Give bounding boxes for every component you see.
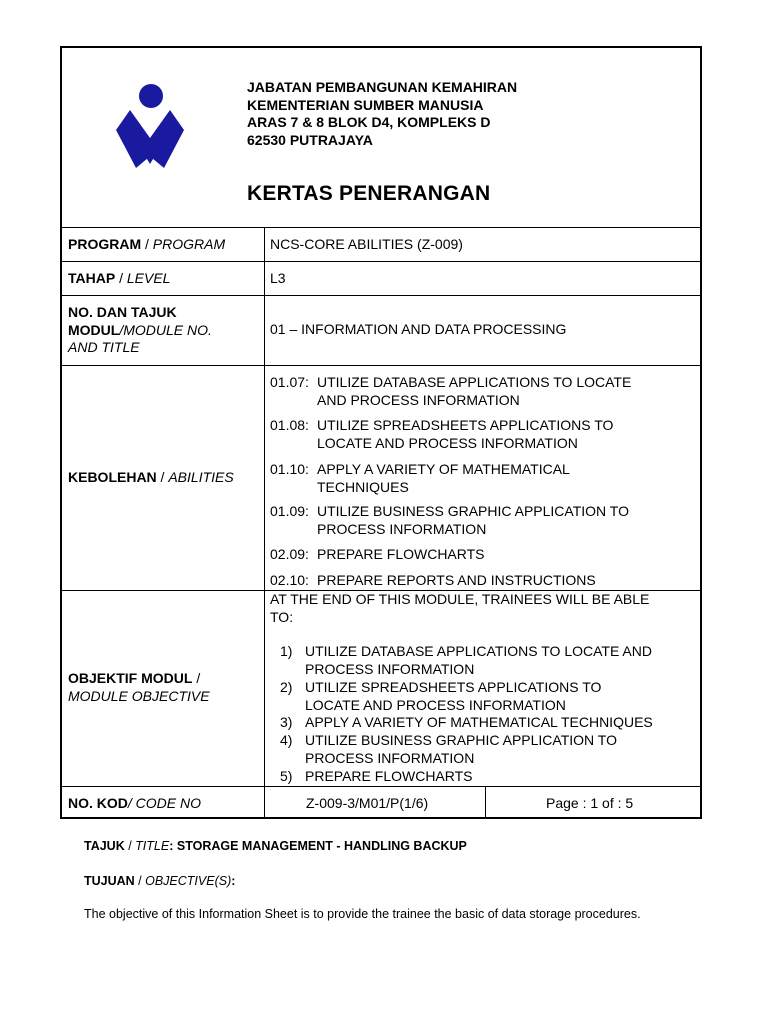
row-divider xyxy=(62,295,702,296)
logo-mark xyxy=(116,110,184,168)
ability-item: 01.08: UTILIZE SPREADSHEETS APPLICATIONS TO LOCATE AND PROCESS INFORMATION xyxy=(270,417,614,451)
address-line: JABATAN PEMBANGUNAN KEMAHIRAN xyxy=(247,79,518,95)
row-divider xyxy=(62,786,702,787)
objective-heading: TUJUAN / OBJECTIVE(S): xyxy=(84,874,236,888)
program-label: PROGRAM / PROGRAM xyxy=(68,236,226,252)
ability-item: 02.10: PREPARE REPORTS AND INSTRUCTIONS xyxy=(270,572,596,588)
ability-item: 02.09: PREPARE FLOWCHARTS xyxy=(270,546,485,562)
header-address xyxy=(247,79,517,149)
address-line: ARAS 7 & 8 BLOK D4, KOMPLEKS D xyxy=(247,114,491,130)
module-label: NO. DAN TAJUK MODUL/MODULE NO. AND TITLE xyxy=(68,304,212,355)
objective-label: OBJEKTIF MODUL / MODULE OBJECTIVE xyxy=(68,670,210,704)
logo-icon xyxy=(114,82,186,222)
level-value: L3 xyxy=(270,270,286,286)
column-divider xyxy=(485,786,486,819)
sheet-title: TAJUK / TITLE: STORAGE MANAGEMENT - HANDLING BACKUP xyxy=(84,839,467,853)
ability-item: 01.07: UTILIZE DATABASE APPLICATIONS TO LOCATE AND PROCESS INFORMATION xyxy=(270,374,632,408)
page-number: Page : 1 of : 5 xyxy=(546,795,634,811)
row-divider xyxy=(62,261,702,262)
module-value: 01 – INFORMATION AND DATA PROCESSING xyxy=(270,321,567,337)
document-title: KERTAS PENERANGAN xyxy=(247,182,491,205)
column-divider xyxy=(264,227,265,819)
row-divider xyxy=(62,227,702,228)
logo-dot xyxy=(139,84,163,108)
code-value: Z-009-3/M01/P(1/6) xyxy=(306,795,429,811)
abilities-label: KEBOLEHAN / ABILITIES xyxy=(68,469,234,485)
address-line: KEMENTERIAN SUMBER MANUSIA xyxy=(247,96,484,113)
objective-intro: AT THE END OF THIS MODULE, TRAINEES WILL BE ABLE TO: xyxy=(270,591,650,625)
header-table: JABATAN PEMBANGUNAN KEMAHIRAN KEMENTERIAN SUMBER MANUSIA ARAS 7 & 8 BLOK D4, KOMPLEKS D 62530 PUTRAJAYA KERTAS PENERANGAN PROGRAM / PROGRAM NCS-CORE ABILITIES (Z-009) TAHAP / LEVEL L3 NO. DAN TAJUK MODUL/MODULE NO. AND TITLE 01 – INFORMATION AND DATA PROCESSING KEBOLEHAN / ABILITIES 01.07: UTILIZE DATABASE APPLICATIONS TO LOCATE AND PROCESS INFORMATION 01.08: UTILIZE SPREADSHEETS APPLICATIONS TO LOCATE AND PROCESS INFORMATION 01.10: APPLY A VARIETY OF MATHEMATICAL TECHNIQUES 01.09: UTILIZE BUSINESS GRAPHIC APPLICATION TO PROCESS INFORMATION 02.09: PREPARE FLOWCHARTS 02.10: PREPARE REPORTS AND INSTRUCTIONS OBJEKTIF MODUL / MODULE OBJECTIVE AT THE END OF THIS MODULE, TRAINEES WILL BE ABLE TO: 1) UTILIZE DATABASE APPLICATIONS TO LOCATE AND PROCESS INFORMATION 2) UTILIZE SPREADSHEETS APPLICATIONS TO LOCATE AND PROCESS INFORMATION 3) APPLY A VARIETY OF MATHEMATICAL TECHNIQUES 4) UTILIZE BUSINESS GRAPHIC APPLICATION TO PROCESS INFORMATION 5) PREPARE FLOWCHARTS NO. KOD/ CODE NO Z-009-3/M01/P(1/6) Page : 1 of : 5 xyxy=(60,46,702,819)
row-divider xyxy=(62,365,702,366)
code-label: NO. KOD/ CODE NO xyxy=(68,795,202,811)
ability-item: 01.09: UTILIZE BUSINESS GRAPHIC APPLICATION TO PROCESS INFORMATION xyxy=(270,503,629,537)
ability-item: 01.10: APPLY A VARIETY OF MATHEMATICAL TECHNIQUES xyxy=(270,461,570,495)
objective-paragraph: The objective of this Information Sheet is to provide the trainee the basic of data storage procedures. xyxy=(84,907,641,921)
program-value: NCS-CORE ABILITIES (Z-009) xyxy=(270,236,463,252)
address-line: 62530 PUTRAJAYA xyxy=(247,131,373,148)
level-label: TAHAP / LEVEL xyxy=(68,270,171,286)
